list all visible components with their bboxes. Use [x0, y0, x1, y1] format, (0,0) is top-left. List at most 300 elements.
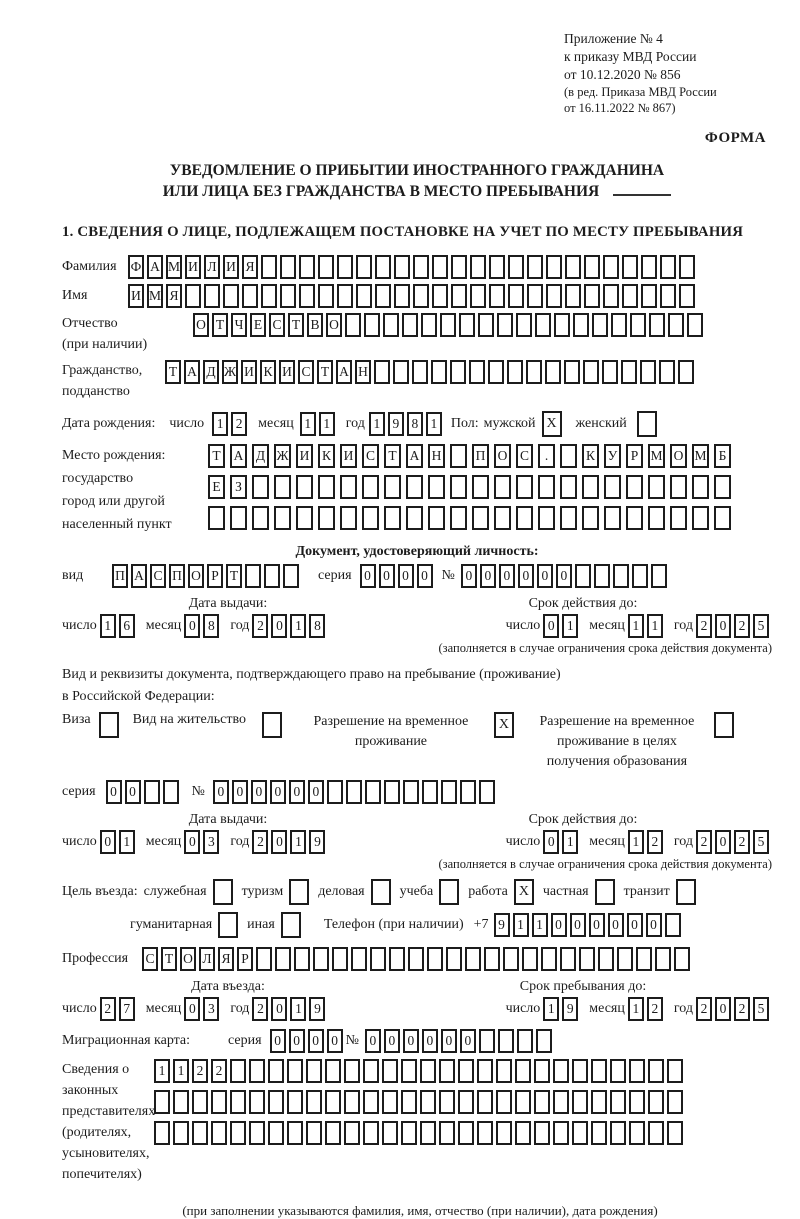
- form-cell: [660, 284, 676, 308]
- stay-year-cells: [696, 997, 772, 1021]
- form-cell: [421, 313, 437, 337]
- form-cell: [496, 1059, 512, 1083]
- representatives-row-3: [154, 1121, 686, 1145]
- form-cell: А: [131, 564, 147, 588]
- residence-valid-month-cells: [628, 830, 666, 854]
- form-cell: [394, 284, 410, 308]
- form-cell: [541, 947, 557, 971]
- surname-cells: [128, 255, 698, 279]
- purpose-option: [242, 879, 310, 905]
- form-cell: [261, 255, 277, 279]
- profession-cells: [142, 947, 693, 971]
- form-cell: 0: [308, 780, 324, 804]
- form-cell: 0: [106, 780, 122, 804]
- citizenship-cells: [165, 360, 697, 384]
- form-cell: 0: [379, 564, 395, 588]
- patronymic-cells: [193, 313, 706, 337]
- form-cell: [249, 1059, 265, 1083]
- visa-option: [62, 712, 119, 738]
- form-cell: [439, 1121, 455, 1145]
- sex-male-label: мужской: [483, 416, 536, 431]
- form-cell: П: [169, 564, 185, 588]
- form-cell: 0: [715, 997, 731, 1021]
- form-cell: [458, 1059, 474, 1083]
- form-cell: [560, 444, 577, 468]
- birth-day-cells: [212, 412, 250, 436]
- residence-issue-day-cells: [100, 830, 138, 854]
- form-cell: Л: [199, 947, 215, 971]
- form-cell: 2: [696, 830, 712, 854]
- form-cell: [384, 475, 401, 499]
- form-cell: [346, 780, 362, 804]
- form-cell: [622, 255, 638, 279]
- form-cell: [667, 1059, 683, 1083]
- form-cell: 0: [327, 1029, 343, 1053]
- form-cell: [420, 1121, 436, 1145]
- form-cell: [470, 255, 486, 279]
- form-cell: [621, 360, 637, 384]
- birth-place-row-2: [208, 475, 736, 499]
- entry-dates: [62, 979, 772, 1021]
- surname-row: [62, 255, 772, 279]
- form-cell: 0: [232, 780, 248, 804]
- form-cell: Я: [218, 947, 234, 971]
- form-cell: [560, 947, 576, 971]
- form-cell: В: [307, 313, 323, 337]
- form-cell: М: [147, 284, 163, 308]
- form-cell: [594, 564, 610, 588]
- form-cell: С: [142, 947, 158, 971]
- form-cell: 9: [562, 997, 578, 1021]
- form-cell: [488, 360, 504, 384]
- form-cell: [412, 360, 428, 384]
- form-cell: [249, 1121, 265, 1145]
- residence-valid-note: (заполняется в случае ограничения срока действия документа): [438, 857, 772, 871]
- form-cell: Р: [626, 444, 643, 468]
- representatives-block: [62, 1059, 772, 1219]
- form-cell: 0: [537, 564, 553, 588]
- form-cell: [515, 1090, 531, 1114]
- form-cell: [420, 1090, 436, 1114]
- birth-place-cells-block: [208, 444, 772, 530]
- form-cell: С: [269, 313, 285, 337]
- form-cell: [665, 913, 681, 937]
- form-cell: [459, 313, 475, 337]
- stay-until-group: Срок пребывания до: число 1 9 месяц 1 2 год 2 0 2 5: [394, 979, 772, 1021]
- form-cell: [592, 313, 608, 337]
- purpose-label: служебная: [143, 884, 207, 899]
- form-cell: 0: [271, 614, 287, 638]
- form-cell: [641, 255, 657, 279]
- representatives-note: (при заполнении указываются фамилия, имя, отчество (при наличии), дата рождения): [182, 1203, 658, 1218]
- title-line-2: ИЛИ ЛИЦА БЕЗ ГРАЖДАНСТВА В МЕСТО ПРЕБЫВАНИЯ: [62, 181, 772, 202]
- form-cell: [515, 1059, 531, 1083]
- form-cell: 1: [300, 412, 316, 436]
- entry-purpose-options-2: [130, 912, 310, 938]
- form-cell: [403, 780, 419, 804]
- visa-checkbox: [99, 712, 119, 738]
- phone-cells: [494, 913, 684, 937]
- form-cell: 0: [518, 564, 534, 588]
- doc-kind-cells: [112, 564, 302, 588]
- identity-doc-dates: [62, 596, 772, 656]
- stay-day-cells: [543, 997, 581, 1021]
- form-cell: [674, 947, 690, 971]
- form-cell: [496, 1090, 512, 1114]
- form-cell: Е: [208, 475, 225, 499]
- migration-card-row: [62, 1029, 772, 1053]
- form-cell: [458, 1090, 474, 1114]
- form-cell: 7: [119, 997, 135, 1021]
- form-cell: [579, 947, 595, 971]
- form-cell: [527, 284, 543, 308]
- purpose-label: иная: [247, 917, 275, 932]
- form-cell: [280, 255, 296, 279]
- birth-place-label: Место рождения: государство город или другой населенный пункт: [62, 448, 172, 532]
- form-cell: 1: [647, 614, 663, 638]
- form-cell: Р: [207, 564, 223, 588]
- form-cell: [497, 313, 513, 337]
- form-cell: [318, 284, 334, 308]
- form-cell: 0: [271, 997, 287, 1021]
- form-cell: 0: [398, 564, 414, 588]
- form-cell: [408, 947, 424, 971]
- form-cell: И: [340, 444, 357, 468]
- form-cell: [401, 1121, 417, 1145]
- form-cell: [604, 475, 621, 499]
- form-cell: [274, 506, 291, 530]
- form-cell: 0: [461, 564, 477, 588]
- form-cell: [660, 255, 676, 279]
- form-cell: 0: [480, 564, 496, 588]
- form-cell: [545, 360, 561, 384]
- form-cell: Т: [212, 313, 228, 337]
- temp-residence-option: [296, 712, 514, 752]
- form-cell: 9: [388, 412, 404, 436]
- document-title: [62, 160, 772, 202]
- form-cell: [439, 1090, 455, 1114]
- form-cell: [294, 947, 310, 971]
- residence-doc-heading: Вид и реквизиты документа, подтверждающего право на пребывание (проживание) в Российской Федерации:: [62, 667, 561, 704]
- form-cell: [211, 1090, 227, 1114]
- profession-row: [62, 947, 772, 971]
- form-cell: [591, 1090, 607, 1114]
- form-cell: [670, 506, 687, 530]
- form-cell: [538, 475, 555, 499]
- form-cell: [516, 475, 533, 499]
- residence-number-cells: [213, 780, 498, 804]
- form-cell: [678, 360, 694, 384]
- form-cell: [268, 1090, 284, 1114]
- form-cell: [554, 313, 570, 337]
- form-cell: [364, 313, 380, 337]
- doc-series-cells: [360, 564, 436, 588]
- form-cell: [431, 360, 447, 384]
- form-cell: С: [362, 444, 379, 468]
- form-cell: 2: [696, 997, 712, 1021]
- form-cell: [325, 1059, 341, 1083]
- form-cell: [337, 284, 353, 308]
- form-cell: [313, 947, 329, 971]
- form-cell: [573, 313, 589, 337]
- form-cell: 2: [734, 830, 750, 854]
- migration-card-label: Миграционная карта:: [62, 1033, 191, 1048]
- form-cell: Д: [203, 360, 219, 384]
- form-cell: [598, 947, 614, 971]
- purpose-checkbox: [371, 879, 391, 905]
- form-cell: 0: [184, 614, 200, 638]
- form-cell: [382, 1090, 398, 1114]
- form-cell: [363, 1059, 379, 1083]
- form-cell: [641, 284, 657, 308]
- form-cell: А: [406, 444, 423, 468]
- form-cell: 2: [696, 614, 712, 638]
- form-cell: [494, 506, 511, 530]
- title-line-1: УВЕДОМЛЕНИЕ О ПРИБЫТИИ ИНОСТРАННОГО ГРАЖДАНИНА: [169, 162, 665, 179]
- appendix-line: от 10.12.2020 № 856: [564, 67, 681, 82]
- form-cell: 0: [289, 780, 305, 804]
- form-cell: Т: [288, 313, 304, 337]
- form-cell: [534, 1121, 550, 1145]
- form-cell: Я: [166, 284, 182, 308]
- form-cell: 0: [184, 997, 200, 1021]
- form-cell: 8: [203, 614, 219, 638]
- form-cell: [534, 1059, 550, 1083]
- form-cell: 5: [753, 614, 769, 638]
- form-cell: [649, 313, 665, 337]
- residence-permit-option: [133, 712, 282, 738]
- form-cell: [640, 360, 656, 384]
- birth-month-cells: [300, 412, 338, 436]
- form-cell: А: [147, 255, 163, 279]
- form-cell: [538, 506, 555, 530]
- entry-month-cells: [184, 997, 222, 1021]
- valid-month-cells: [628, 614, 666, 638]
- form-cell: [450, 360, 466, 384]
- residence-permit-label: Вид на жительство: [132, 712, 246, 727]
- form-cell: [610, 1059, 626, 1083]
- form-cell: [572, 1121, 588, 1145]
- form-cell: [345, 313, 361, 337]
- purpose-checkbox: [213, 879, 233, 905]
- form-cell: 0: [213, 780, 229, 804]
- form-cell: [450, 444, 467, 468]
- residence-doc-options: [62, 712, 772, 772]
- form-cell: 1: [543, 997, 559, 1021]
- form-cell: А: [184, 360, 200, 384]
- form-cell: Н: [355, 360, 371, 384]
- form-cell: 1: [173, 1059, 189, 1083]
- form-cell: [432, 284, 448, 308]
- form-cell: И: [241, 360, 257, 384]
- form-cell: 0: [715, 830, 731, 854]
- purpose-label: частная: [542, 884, 589, 899]
- residence-doc-dates: [62, 812, 772, 872]
- form-cell: К: [582, 444, 599, 468]
- form-cell: [440, 313, 456, 337]
- migration-number-cells: [365, 1029, 555, 1053]
- form-cell: [553, 1090, 569, 1114]
- form-cell: [534, 1090, 550, 1114]
- form-cell: Н: [428, 444, 445, 468]
- form-cell: [340, 475, 357, 499]
- form-cell: [560, 506, 577, 530]
- form-cell: М: [692, 444, 709, 468]
- form-cell: [306, 1090, 322, 1114]
- purpose-option: [130, 912, 238, 938]
- form-cell: 2: [192, 1059, 208, 1083]
- temp-residence-checkbox: X: [494, 712, 514, 738]
- form-cell: [223, 284, 239, 308]
- form-cell: [230, 1059, 246, 1083]
- form-cell: [406, 506, 423, 530]
- form-cell: [591, 1121, 607, 1145]
- form-cell: [584, 255, 600, 279]
- surname-label: Фамилия: [62, 259, 117, 274]
- form-cell: [439, 1059, 455, 1083]
- form-cell: [648, 1121, 664, 1145]
- form-cell: [318, 255, 334, 279]
- form-cell: [583, 360, 599, 384]
- form-cell: 0: [441, 1029, 457, 1053]
- issue-date-title: Дата выдачи:: [188, 596, 268, 611]
- form-cell: 1: [562, 614, 578, 638]
- form-cell: 1: [369, 412, 385, 436]
- form-cell: [318, 506, 335, 530]
- form-cell: [522, 947, 538, 971]
- phone-prefix: +7: [473, 917, 489, 932]
- form-cell: [370, 947, 386, 971]
- form-cell: [264, 564, 280, 588]
- form-cell: [351, 947, 367, 971]
- form-cell: [451, 284, 467, 308]
- form-cell: [516, 506, 533, 530]
- form-cell: [287, 1059, 303, 1083]
- form-cell: И: [279, 360, 295, 384]
- form-cell: 1: [119, 830, 135, 854]
- form-cell: [494, 475, 511, 499]
- form-cell: [306, 1121, 322, 1145]
- form-cell: 1: [513, 913, 529, 937]
- form-cell: [465, 947, 481, 971]
- form-cell: [516, 313, 532, 337]
- series-label: серия: [62, 784, 96, 799]
- form-cell: [154, 1121, 170, 1145]
- form-cell: 6: [119, 614, 135, 638]
- form-cell: [507, 360, 523, 384]
- form-cell: Ч: [231, 313, 247, 337]
- form-cell: Ф: [128, 255, 144, 279]
- form-cell: [446, 947, 462, 971]
- stay-month-cells: [628, 997, 666, 1021]
- form-cell: [365, 780, 381, 804]
- form-cell: [687, 313, 703, 337]
- purpose-option: [144, 879, 233, 905]
- temp-residence-edu-checkbox: [714, 712, 734, 738]
- temp-residence-edu-label: Разрешение на временное проживание в целях получения образования: [539, 714, 695, 769]
- number-label: №: [345, 1033, 359, 1048]
- birth-date-row: [62, 411, 772, 437]
- form-cell: П: [472, 444, 489, 468]
- form-cell: [489, 284, 505, 308]
- sex-label: Пол:: [450, 416, 479, 431]
- form-cell: [496, 1121, 512, 1145]
- residence-issue-year-cells: [252, 830, 328, 854]
- migration-series-cells: [270, 1029, 346, 1053]
- issue-year-cells: [252, 614, 328, 638]
- form-cell: [363, 1121, 379, 1145]
- form-cell: [582, 475, 599, 499]
- form-cell: 8: [407, 412, 423, 436]
- entry-day-cells: [100, 997, 138, 1021]
- form-cell: [428, 475, 445, 499]
- form-cell: [185, 284, 201, 308]
- form-cell: [283, 564, 299, 588]
- identity-doc-heading: Документ, удостоверяющий личность:: [295, 544, 539, 559]
- form-cell: [296, 475, 313, 499]
- form-cell: Л: [204, 255, 220, 279]
- form-cell: [629, 1090, 645, 1114]
- form-cell: [384, 506, 401, 530]
- form-cell: 0: [589, 913, 605, 937]
- form-cell: [659, 360, 675, 384]
- form-cell: [441, 780, 457, 804]
- form-cell: А: [336, 360, 352, 384]
- form-cell: [470, 284, 486, 308]
- form-cell: [413, 255, 429, 279]
- form-cell: З: [230, 475, 247, 499]
- purpose-option: [247, 912, 301, 938]
- form-cell: 2: [647, 830, 663, 854]
- day-label: число: [169, 416, 205, 431]
- form-cell: 1: [319, 412, 335, 436]
- form-cell: [479, 1029, 495, 1053]
- sex-female-label: женский: [575, 416, 627, 431]
- form-cell: 0: [100, 830, 116, 854]
- form-cell: [611, 313, 627, 337]
- form-cell: [344, 1059, 360, 1083]
- birth-place-row-3: [208, 506, 736, 530]
- form-cell: [553, 1121, 569, 1145]
- form-cell: [230, 506, 247, 530]
- form-cell: [337, 255, 353, 279]
- issue-day-cells: [100, 614, 138, 638]
- form-cell: [648, 506, 665, 530]
- form-cell: [173, 1121, 189, 1145]
- form-cell: Б: [714, 444, 731, 468]
- form-cell: И: [296, 444, 313, 468]
- form-cell: [667, 1121, 683, 1145]
- form-cell: [274, 475, 291, 499]
- form-cell: [477, 1090, 493, 1114]
- form-cell: [648, 475, 665, 499]
- form-cell: [535, 313, 551, 337]
- representatives-row-2: [154, 1090, 686, 1114]
- form-cell: [477, 1121, 493, 1145]
- form-cell: [515, 1121, 531, 1145]
- form-cell: [565, 255, 581, 279]
- form-cell: [422, 780, 438, 804]
- form-cell: 2: [734, 614, 750, 638]
- residence-valid-year-cells: [696, 830, 772, 854]
- residence-valid-until-group: Срок действия до: число 0 1 месяц 1 2 год 2 0 2 5 (заполняется в случае ограничения срока действия документа): [394, 812, 772, 872]
- form-cell: 9: [494, 913, 510, 937]
- form-cell: [648, 1059, 664, 1083]
- form-cell: 2: [211, 1059, 227, 1083]
- purpose-label: гуманитарная: [130, 917, 213, 932]
- form-cell: [280, 284, 296, 308]
- form-cell: [382, 1059, 398, 1083]
